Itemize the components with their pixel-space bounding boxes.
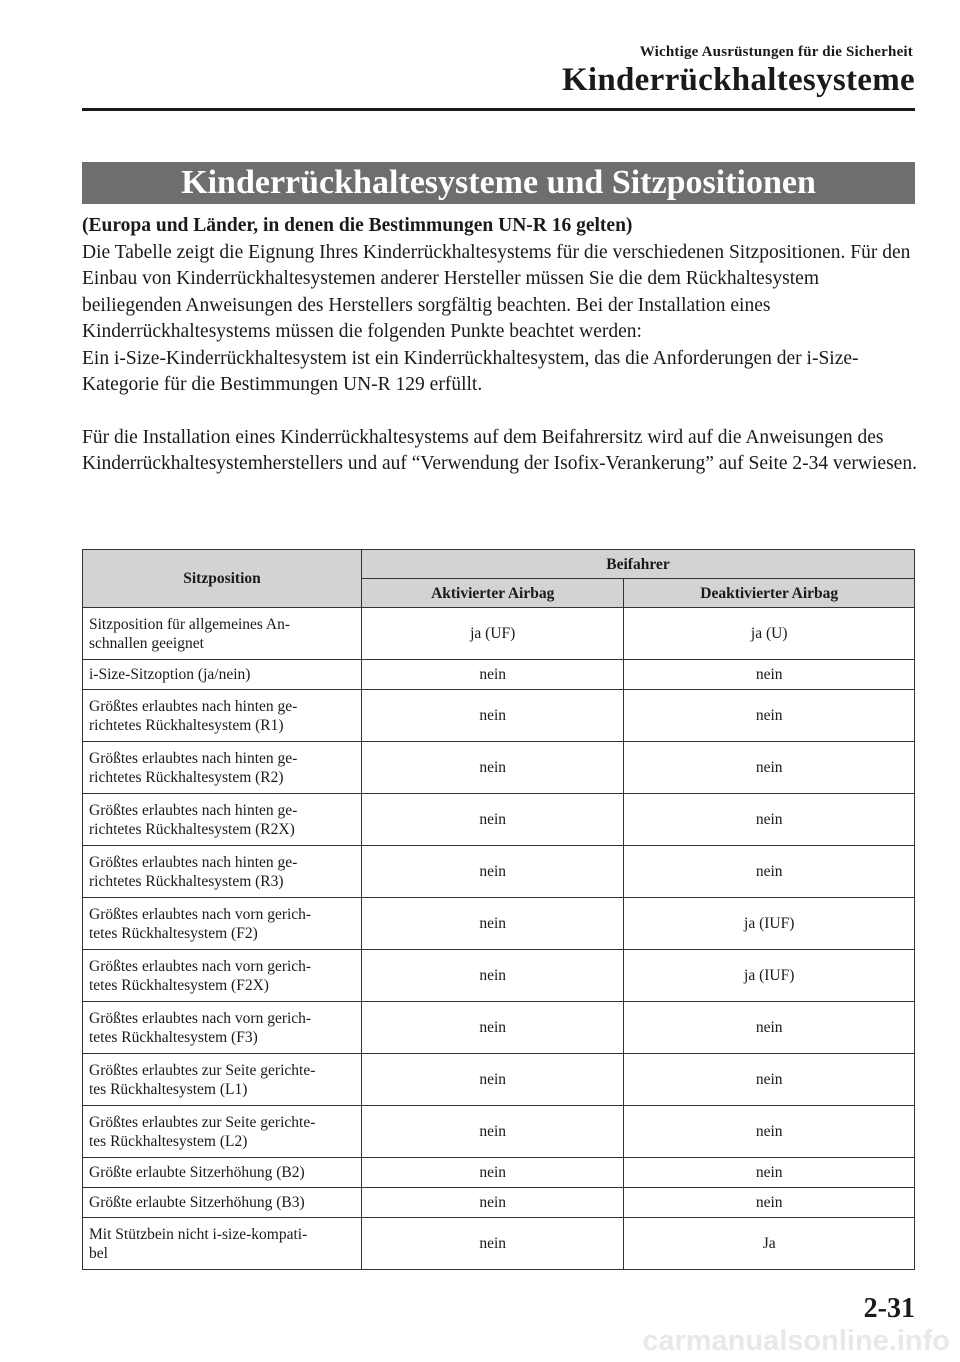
section-banner: Kinderrückhaltesysteme und Sitzpositionen (82, 162, 915, 204)
cell-airbag-inactive: ja (IUF) (624, 898, 915, 950)
table-row (83, 846, 915, 898)
table-row (83, 1158, 915, 1188)
table-row (83, 690, 915, 742)
cell-airbag-active: ja (UF) (362, 608, 624, 660)
subheading: (Europa und Länder, in denen die Bestimmungen UN-R 16 gelten) (82, 215, 633, 236)
column-header-position: Sitzposition (83, 550, 362, 608)
row-label: Größtes erlaubtes zur Seite gerichte- tes Rückhaltesystem (L2) (83, 1106, 362, 1158)
table-row (83, 1054, 915, 1106)
cell-airbag-inactive: nein (624, 1158, 915, 1188)
cell-airbag-inactive: nein (624, 1002, 915, 1054)
row-label: Größtes erlaubtes nach hinten ge- richtetes Rückhaltesystem (R1) (83, 690, 362, 742)
body-text (82, 213, 922, 478)
cell-airbag-active: nein (362, 742, 624, 794)
row-label: Größtes erlaubtes nach vorn gerich- tetes Rückhaltesystem (F2X) (83, 950, 362, 1002)
row-label: Mit Stützbein nicht i-size-kompati- bel (83, 1218, 362, 1270)
table-row (83, 608, 915, 660)
cell-airbag-active: nein (362, 690, 624, 742)
cell-airbag-active: nein (362, 846, 624, 898)
table-row (83, 1106, 915, 1158)
row-label: Größte erlaubte Sitzerhöhung (B2) (83, 1158, 362, 1188)
cell-airbag-inactive: Ja (624, 1218, 915, 1270)
page-number: 2-31 (863, 1293, 915, 1324)
column-header-passenger: Beifahrer (362, 550, 915, 579)
cell-airbag-inactive: nein (624, 690, 915, 742)
table-row (83, 950, 915, 1002)
column-header-airbag-active: Aktivierter Airbag (362, 579, 624, 608)
paragraph-isize: Ein i-Size-Kinderrückhaltesystem ist ein Kinderrückhaltesystem, das die Anforderungen der i-Size-Kategorie für die Bestimmungen UN-R 129 erfüllt. (82, 347, 859, 395)
cell-airbag-active: nein (362, 1188, 624, 1218)
row-label: Größtes erlaubtes nach hinten ge- richtetes Rückhaltesystem (R2) (83, 742, 362, 794)
table-row (83, 1218, 915, 1270)
cell-airbag-inactive: nein (624, 1106, 915, 1158)
cell-airbag-inactive: nein (624, 794, 915, 846)
cell-airbag-inactive: nein (624, 846, 915, 898)
paragraph-installation: Für die Installation eines Kinderrückhaltesystems auf dem Beifahrersitz wird auf die Anweisungen des Kinderrückhaltesystemherstellers und auf “Verwendung der Isofix-Verankerung” auf Seite 2-34 verwiesen. (82, 426, 917, 474)
row-label: Größtes erlaubtes nach vorn gerich- tetes Rückhaltesystem (F3) (83, 1002, 362, 1054)
table-row (83, 794, 915, 846)
section-title: Wichtige Ausrüstungen für die Sicherheit (639, 44, 913, 60)
cell-airbag-active: nein (362, 794, 624, 846)
cell-airbag-inactive: nein (624, 1054, 915, 1106)
row-label: Größte erlaubte Sitzerhöhung (B3) (83, 1188, 362, 1218)
table-row (83, 1188, 915, 1218)
header-divider (82, 108, 915, 111)
row-label: Größtes erlaubtes zur Seite gerichte- tes Rückhaltesystem (L1) (83, 1054, 362, 1106)
seat-position-table (82, 549, 915, 1270)
column-header-airbag-inactive: Deaktivierter Airbag (624, 579, 915, 608)
row-label: Größtes erlaubtes nach hinten ge- richtetes Rückhaltesystem (R3) (83, 846, 362, 898)
watermark: carmanualsonline.info (642, 1325, 950, 1357)
cell-airbag-active: nein (362, 898, 624, 950)
table-row (83, 898, 915, 950)
table-row (83, 660, 915, 690)
cell-airbag-inactive: ja (U) (624, 608, 915, 660)
table-row (83, 742, 915, 794)
row-label: Größtes erlaubtes nach hinten ge- richtetes Rückhaltesystem (R2X) (83, 794, 362, 846)
cell-airbag-active: nein (362, 1158, 624, 1188)
chapter-title: Kinderrückhaltesysteme (561, 62, 915, 98)
cell-airbag-inactive: nein (624, 742, 915, 794)
cell-airbag-active: nein (362, 1054, 624, 1106)
row-label: Größtes erlaubtes nach vorn gerich- tetes Rückhaltesystem (F2) (83, 898, 362, 950)
cell-airbag-active: nein (362, 1002, 624, 1054)
cell-airbag-inactive: nein (624, 1188, 915, 1218)
cell-airbag-active: nein (362, 1218, 624, 1270)
row-label: Sitzposition für allgemeines An- schnallen geeignet (83, 608, 362, 660)
cell-airbag-inactive: ja (IUF) (624, 950, 915, 1002)
row-label: i-Size-Sitzoption (ja/nein) (83, 660, 362, 690)
paragraph-intro: Die Tabelle zeigt die Eignung Ihres Kinderrückhaltesystems für die verschiedenen Sitzpositionen. Für den Einbau von Kinderrückhaltesystemen anderer Hersteller müssen Sie die dem Rückhaltesystem beiliegenden Anweisungen des Herstellers sorgfältig beachten. Bei der Installation eines Kinderrückhaltesystems müssen die folgenden Punkte beachtet werden: (82, 241, 911, 342)
cell-airbag-active: nein (362, 660, 624, 690)
table-row (83, 1002, 915, 1054)
table-body (83, 608, 915, 1270)
cell-airbag-inactive: nein (624, 660, 915, 690)
cell-airbag-active: nein (362, 950, 624, 1002)
cell-airbag-active: nein (362, 1106, 624, 1158)
